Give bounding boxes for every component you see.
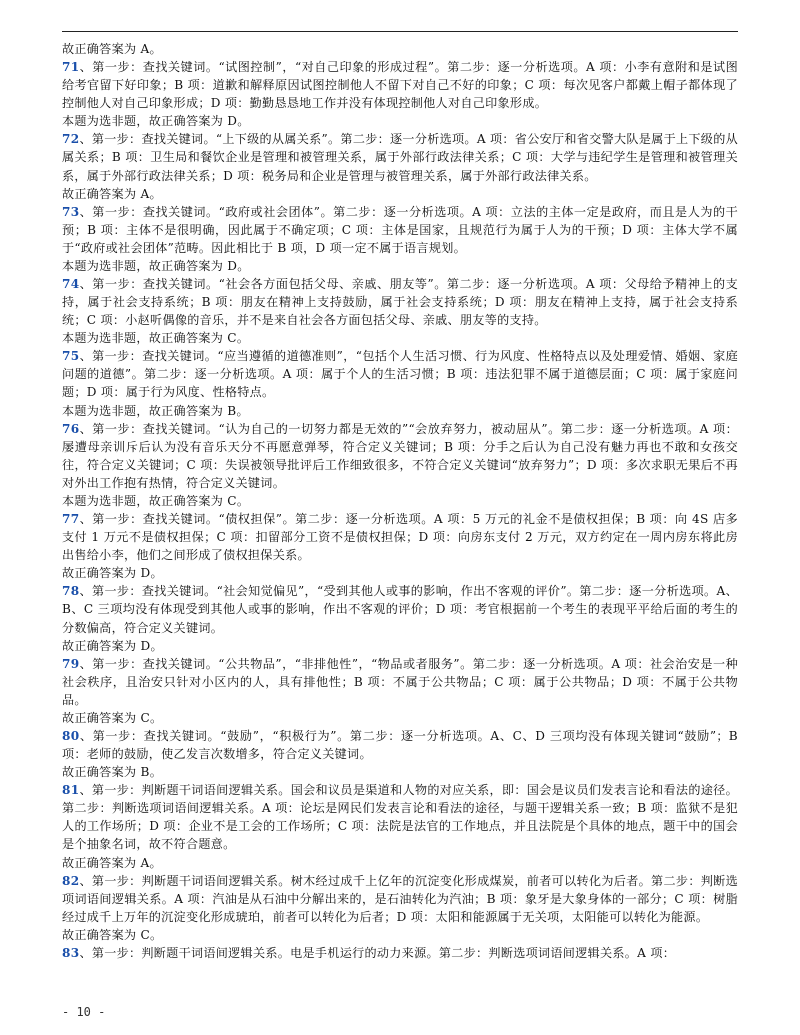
explanation-text: 、第一步：查找关键词。“政府或社会团体”。第二步：逐一分析选项。A 项：立法的主体一定是政府，而且是人为的干预；B 项：主体不是很明确，因此属于不确定项；C 项：主体是国家，且规范行为属于人为的干预；D 项：主体大学不属于“政府或社会团体”范畴。因此相比于 B 项，D 项一定不属于语言规划。 — [62, 204, 738, 255]
explanation-text: 、第一步：查找关键词。“上下级的从属关系”。第二步：逐一分析选项。A 项：省公安厅和省交警大队是属于上下级的从属关系；B 项：卫生局和餐饮企业是管理和被管理关系，属于外部行政法律关系；C 项：大学与违纪学生是管理和被管理关系，属于外部行政法律关系；D 项：税务局和企业是管理与被管理关系，属于外部行政法律关系。 — [62, 132, 738, 183]
answer-line: 故正确答案为 A。 — [62, 186, 162, 201]
answer-line: 故正确答案为 A。 — [62, 42, 162, 56]
explanation-paragraph — [62, 275, 738, 329]
question-number: 77 — [62, 512, 80, 527]
explanation-paragraph — [62, 727, 738, 763]
answer-line: 故正确答案为 C。 — [62, 710, 163, 725]
answer-line: 本题为选非题，故正确答案为 D。 — [62, 114, 250, 129]
answer-line: 故正确答案为 B。 — [62, 765, 163, 780]
explanation-text: 、第一步：判断题干词语间逻辑关系。树木经过成千上亿年的沉淀变化形成煤炭，前者可以转化为后者。第二步：判断选项词语间逻辑关系。A 项：汽油是从石油中分解出来的，是石油转化为汽油；B 项：象牙是大象身体的一部分；C 项：树脂经过成千上万年的沉淀变化形成琥珀，前者可以转化为后者；D 项：太阳和能源属于无关项，太阳能可以转化为能源。 — [62, 873, 738, 924]
explanation-text: 、第一步：判断题干词语间逻辑关系。电是手机运行的动力来源。第二步：判断选项词语间逻辑关系。A 项： — [79, 945, 676, 960]
page-number: - 10 - — [62, 1005, 106, 1019]
answer-line: 故正确答案为 D。 — [62, 566, 163, 581]
question-number: 83 — [62, 945, 80, 960]
question-number: 71 — [62, 60, 80, 75]
question-number: 73 — [62, 204, 80, 219]
explanation-text: 、第一步：查找关键词。“试图控制”，“对自己印象的形成过程”。第二步：逐一分析选项。A 项：小李有意附和是试图给考官留下好印象；B 项：道歉和解释原因试图控制他人不留下对自己不好的印象；C 项：每次见客户都戴上帽子都体现了控制他人对自己印象形成；D 项：勤勤恳恳地工作并没有体现控制他人对自己印象形成。 — [62, 60, 738, 111]
answer-line: 本题为选非题，故正确答案为 C。 — [62, 331, 250, 346]
explanation-paragraph — [62, 781, 738, 853]
explanation-text: 、第一步：查找关键词。“公共物品”，“非排他性”，“物品或者服务”。第二步：逐一分析选项。A 项：社会治安是一种社会秩序，且治安只针对小区内的人，具有排他性；B 项：不属于公共物品；C 项：属于公共物品；D 项：不属于公共物品。 — [62, 656, 738, 707]
explanation-paragraph — [62, 58, 738, 112]
explanation-text: 、第一步：查找关键词。“鼓励”，“积极行为”。第二步：逐一分析选项。A、C、D 三项均没有体现关键词“鼓励”；B 项：老师的鼓励，使乙发言次数增多，符合定义关键词。 — [62, 728, 738, 762]
explanation-text: 、第一步：查找关键词。“社会知觉偏见”，“受到其他人或事的影响，作出不客观的评价”。第二步：逐一分析选项。A、B、C 三项均没有体现受到其他人或事的影响，作出不客观的评价；D 项：考官根据前一个考生的表现平平给后面的考生的分数偏高，符合定义关键词。 — [62, 584, 738, 635]
explanation-paragraph — [62, 203, 738, 257]
answer-line: 故正确答案为 A。 — [62, 855, 162, 870]
question-number: 82 — [62, 873, 80, 888]
explanation-paragraph — [62, 582, 738, 636]
question-number: 78 — [62, 584, 80, 599]
answer-explanations — [62, 40, 738, 962]
answer-line: 本题为选非题，故正确答案为 C。 — [62, 493, 250, 508]
explanation-paragraph — [62, 420, 738, 492]
explanation-paragraph — [62, 130, 738, 184]
question-number: 76 — [62, 421, 80, 436]
explanation-text: 、第一步：判断题干词语间逻辑关系。国会和议员是渠道和人物的对应关系，即：国会是议员们发表言论和看法的途径。第二步：判断选项词语间逻辑关系。A 项：论坛是网民们发表言论和看法的途径，与题干逻辑关系一致；B 项：监狱不是犯人的工作场所；D 项：企业不是工会的工作场所；C 项：法院是法官的工作地点，并且法院是个具体的地点，题干中的国会是个抽象名词，故不符合题意。 — [62, 783, 738, 852]
explanation-paragraph — [62, 655, 738, 709]
answer-line: 故正确答案为 D。 — [62, 638, 163, 653]
explanation-text: 、第一步：查找关键词。“认为自己的一切努力都是无效的”“会放弃努力，被动屈从”。第二步：逐一分析选项。A 项：屡遭母亲训斥后认为没有音乐天分不再愿意弹琴，符合定义关键词；B 项：分手之后认为自己没有魅力再也不敢和女孩交往，符合定义关键词；C 项：失误被领导批评后工作细致很多，不符合定义关键词“放弃努力”；D 项：多次求职无果后不再对外出工作抱有热情，符合定义关键词。 — [62, 421, 738, 490]
explanation-text: 、第一步：查找关键词。“社会各方面包括父母、亲戚、朋友等”。第二步：逐一分析选项。A 项：父母给予精神上的支持，属于社会支持系统；B 项：朋友在精神上支持鼓励，属于社会支持系统；D 项：朋友在精神上支持，属于社会支持系统；C 项：小赵听偶像的音乐，并不是来自社会各方面包括父母、亲戚、朋友等的支持。 — [62, 277, 738, 328]
answer-line: 本题为选非题，故正确答案为 B。 — [62, 403, 249, 418]
explanation-paragraph — [62, 872, 738, 926]
explanation-text: 、第一步：查找关键词。“债权担保”。第二步：逐一分析选项。A 项：5 万元的礼金不是债权担保；B 项：向 4S 店多支付 1 万元不是债权担保；C 项：扣留部分工资不是债权担保；D 项：向房东支付 2 万元，双方约定在一周内房东将此房出售给小李，他们之间形成了债权担保关系。 — [62, 512, 738, 563]
question-number: 80 — [62, 728, 80, 743]
question-number: 79 — [62, 656, 80, 671]
explanation-text: 、第一步：查找关键词。“应当遵循的道德准则”，“包括个人生活习惯、行为风度、性格特点以及处理爱情、婚姻、家庭问题的道德”。第二步：逐一分析选项。A 项：属于个人的生活习惯；B 项：违法犯罪不属于道德层面；C 项：属于家庭问题；D 项：属于行为风度、性格特点。 — [62, 349, 738, 400]
question-number: 74 — [62, 277, 80, 292]
question-number: 75 — [62, 349, 80, 364]
question-number: 72 — [62, 132, 80, 147]
answer-line: 故正确答案为 C。 — [62, 927, 163, 942]
explanation-paragraph — [62, 510, 738, 564]
explanation-paragraph — [62, 944, 738, 962]
header-rule — [62, 31, 738, 32]
question-number: 81 — [62, 783, 80, 798]
explanation-paragraph — [62, 347, 738, 401]
answer-line: 本题为选非题，故正确答案为 D。 — [62, 258, 250, 273]
